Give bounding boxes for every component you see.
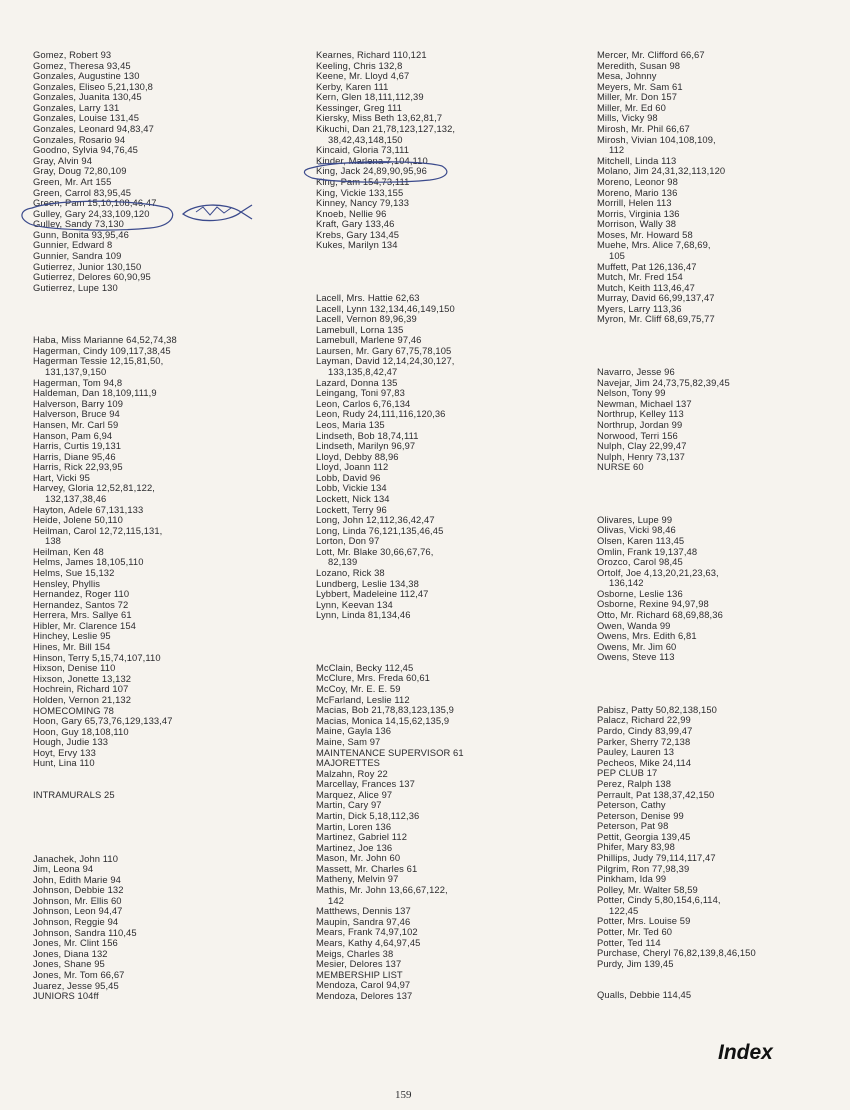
index-entry: John, Edith Marie 94 (33, 873, 121, 885)
index-entry: NURSE 60 (597, 461, 644, 473)
index-entry: Osborne, Rexine 94,97,98 (597, 598, 709, 610)
index-entry: Kikuchi, Dan 21,78,123,127,132, (316, 123, 456, 135)
index-entry: Olsen, Karen 113,45 (597, 534, 685, 546)
index-entry: Gray, Alvin 94 (33, 154, 93, 166)
index-entry: Mitchell, Linda 113 (597, 154, 677, 166)
index-entry: Polley, Mr. Walter 58,59 (597, 883, 698, 895)
index-entry: Lamebull, Lorna 135 (316, 323, 404, 335)
index-entry: Lockett, Terry 96 (316, 503, 387, 515)
index-entry: Hixson, Jonette 13,132 (33, 672, 132, 684)
index-column-2 (316, 50, 566, 1001)
index-entry: Gunn, Bonita 93,95,46 (33, 228, 129, 240)
index-entry: Maupin, Sandra 97,46 (316, 915, 411, 927)
index-entry: Mills, Vicky 98 (597, 112, 658, 124)
index-entry: Mirosh, Vivian 104,108,109, (597, 133, 716, 145)
index-entry: Hoon, Gary 65,73,76,129,133,47 (33, 715, 173, 727)
index-entry: Molano, Jim 24,31,32,113,120 (597, 165, 726, 177)
index-entry: Gonzales, Augustine 130 (33, 70, 140, 82)
index-group (597, 367, 847, 473)
index-entry-continuation: 105 (609, 249, 625, 261)
index-entry: Johnson, Reggie 94 (33, 916, 119, 928)
index-group (597, 515, 847, 663)
index-entry: Osborne, Leslie 136 (597, 587, 683, 599)
index-entry: Jones, Mr. Tom 66,67 (33, 968, 125, 980)
index-entry: Marquez, Alice 97 (316, 788, 393, 800)
index-entry: Hanson, Pam 6,94 (33, 429, 113, 441)
index-entry: Potter, Cindy 5,80,154,6,114, (597, 894, 721, 906)
index-entry: Lundberg, Leslie 134,38 (316, 577, 419, 589)
index-entry: Kukes, Marilyn 134 (316, 239, 398, 251)
index-entry: Maine, Sam 97 (316, 735, 381, 747)
index-entry-continuation: 131,137,9,150 (45, 366, 107, 378)
group-spacer (597, 325, 847, 367)
index-entry: Lamebull, Marlene 97,46 (316, 334, 422, 346)
index-entry: Harvey, Gloria 12,52,81,122, (33, 482, 155, 494)
index-entry: Lazard, Donna 135 (316, 376, 398, 388)
index-entry: Muehe, Mrs. Alice 7,68,69, (597, 239, 711, 251)
index-entry: Mason, Mr. John 60 (316, 852, 401, 864)
index-entry: Macias, Monica 14,15,62,135,9 (316, 714, 450, 726)
index-entry: Orozco, Carol 98,45 (597, 556, 683, 568)
index-entry: Gunnier, Edward 8 (33, 239, 113, 251)
index-entry: Pauley, Lauren 13 (597, 746, 675, 758)
index-entry: Morrill, Helen 113 (597, 197, 672, 209)
index-entry: Otto, Mr. Richard 68,69,88,36 (597, 609, 723, 621)
index-entry: Kraft, Gary 133,46 (316, 218, 395, 230)
index-entry: Miller, Mr. Ed 60 (597, 101, 666, 113)
index-entry: Gonzales, Rosario 94 (33, 133, 126, 145)
index-entry: Herrera, Mrs. Sallye 61 (33, 609, 132, 621)
index-entry: Gomez, Theresa 93,45 (33, 59, 131, 71)
index-entry: Mears, Kathy 4,64,97,45 (316, 936, 421, 948)
index-entry: McClure, Mrs. Freda 60,61 (316, 672, 430, 684)
index-entry: Harris, Rick 22,93,95 (33, 461, 123, 473)
index-entry: Lynn, Keevan 134 (316, 598, 393, 610)
index-entry: Nulph, Henry 73,137 (597, 450, 685, 462)
index-entry-continuation: 136,142 (609, 577, 644, 589)
index-entry: Purchase, Cheryl 76,82,139,8,46,150 (597, 947, 756, 959)
index-entry: MAJORETTES (316, 757, 381, 769)
index-entry: Phillips, Judy 79,114,117,47 (597, 852, 716, 863)
index-entry: Morrison, Wally 38 (597, 218, 677, 230)
index-entry: Perrault, Pat 138,37,42,150 (597, 788, 715, 800)
index-entry: Omlin, Frank 19,137,48 (597, 545, 698, 557)
index-entry: Harris, Diane 95,46 (33, 450, 116, 462)
index-entry: Myers, Larry 113,36 (597, 302, 682, 314)
index-entry: McCoy, Mr. E. E. 59 (316, 683, 401, 695)
index-entry: Mathis, Mr. John 13,66,67,122, (316, 884, 448, 896)
index-entry: Johnson, Mr. Ellis 60 (33, 894, 122, 906)
index-entry: Murray, David 66,99,137,47 (597, 292, 715, 304)
index-entry: Jones, Mr. Clint 156 (33, 937, 118, 949)
index-entry: Jones, Diana 132 (33, 947, 108, 959)
index-column-1 (33, 50, 283, 1002)
index-entry: Green, Mr. Art 155 (33, 175, 112, 187)
index-entry: Goodno, Sylvia 94,76,45 (33, 144, 138, 156)
index-entry: Parker, Sherry 72,138 (597, 735, 691, 747)
index-entry: Meyers, Mr. Sam 61 (597, 80, 683, 92)
index-entry: Haba, Miss Marianne 64,52,74,38 (33, 334, 177, 346)
index-entry: Macias, Bob 21,78,83,123,135,9 (316, 704, 454, 716)
index-entry: Martinez, Joe 136 (316, 841, 393, 853)
index-entry: Potter, Mrs. Louise 59 (597, 915, 691, 927)
index-entry: Holden, Vernon 21,132 (33, 693, 132, 705)
index-entry: Lybbert, Madeleine 112,47 (316, 588, 429, 600)
index-entry: Lindseth, Bob 18,74,111 (316, 429, 419, 441)
index-entry: McFarland, Leslie 112 (316, 693, 410, 705)
index-entry-continuation: 38,42,43,148,150 (328, 133, 403, 145)
index-entry: Hernandez, Santos 72 (33, 598, 129, 610)
index-entry: Martinez, Gabriel 112 (316, 831, 408, 843)
index-entry: Qualls, Debbie 114,45 (597, 989, 692, 1001)
index-entry: Lloyd, Joann 112 (316, 461, 389, 473)
index-entry-continuation: 138 (45, 535, 61, 547)
index-entry: Hagerman Tessie 12,15,81,50, (33, 355, 164, 367)
index-entry: Gonzales, Eliseo 5,21,130,8 (33, 80, 153, 92)
index-entry: Gulley, Sandy 73,130 (33, 218, 124, 230)
index-entry: Hart, Vicki 95 (33, 471, 90, 483)
index-entry: Nelson, Tony 99 (597, 387, 666, 399)
index-entry: Gunnier, Sandra 109 (33, 249, 122, 261)
index-entry: Matheny, Melvin 97 (316, 873, 399, 885)
index-entry: Haldeman, Dan 18,109,111,9 (33, 387, 157, 399)
index-entry: Heide, Jolene 50,110 (33, 514, 123, 526)
index-group (316, 50, 566, 251)
group-spacer (597, 969, 847, 990)
index-entry: Hernandez, Roger 110 (33, 588, 130, 600)
index-entry: Pabisz, Patty 50,82,138,150 (597, 703, 717, 715)
index-entry: Nulph, Clay 22,99,47 (597, 440, 687, 452)
index-group (33, 790, 283, 801)
index-entry: Olivares, Lupe 99 (597, 513, 673, 525)
index-entry-continuation: 132,137,38,46 (45, 492, 107, 504)
index-entry: Leon, Rudy 24,111,116,120,36 (316, 408, 446, 420)
index-entry: Janachek, John 110 (33, 852, 119, 864)
index-entry: Mesa, Johnny (597, 70, 657, 82)
index-entry: Jim, Leona 94 (33, 863, 94, 875)
index-entry: Keeling, Chris 132,8 (316, 59, 403, 71)
index-group (33, 335, 283, 769)
index-entry: Gutierrez, Junior 130,150 (33, 260, 142, 272)
index-entry: Hansen, Mr. Carl 59 (33, 418, 119, 430)
index-entry: Martin, Dick 5,18,112,36 (316, 810, 420, 821)
index-entry: MEMBERSHIP LIST (316, 968, 403, 980)
index-entry: Hinson, Terry 5,15,74,107,110 (33, 651, 161, 663)
index-entry: Navejar, Jim 24,73,75,82,39,45 (597, 376, 730, 388)
index-entry: Mendoza, Carol 94,97 (316, 979, 411, 991)
index-entry: Marcellay, Frances 137 (316, 778, 415, 790)
index-group (597, 705, 847, 969)
index-entry: Martin, Cary 97 (316, 799, 382, 811)
index-entry: Gutierrez, Delores 60,90,95 (33, 271, 151, 283)
index-entry: Long, Linda 76,121,135,46,45 (316, 524, 444, 536)
index-entry: King, Pam 154,73,111 (316, 175, 410, 187)
index-entry: Gonzales, Louise 131,45 (33, 112, 140, 124)
index-entry: Gutierrez, Lupe 130 (33, 281, 118, 293)
group-spacer (33, 293, 283, 335)
index-entry: Halverson, Barry 109 (33, 397, 124, 409)
index-entry: Jones, Shane 95 (33, 958, 105, 970)
index-entry: Morris, Virginia 136 (597, 207, 680, 219)
index-entry: Myron, Mr. Cliff 68,69,75,77 (597, 313, 715, 325)
index-entry-continuation: 142 (328, 894, 344, 906)
index-entry: Kincaid, Gloria 73,111 (316, 144, 410, 156)
group-spacer (33, 769, 283, 790)
index-entry: Maine, Gayla 136 (316, 725, 392, 737)
index-entry: Hochrein, Richard 107 (33, 683, 129, 695)
index-entry: Lobb, David 96 (316, 471, 381, 483)
index-entry: Helms, James 18,105,110 (33, 556, 144, 568)
index-entry: MAINTENANCE SUPERVISOR 61 (316, 746, 464, 758)
index-entry: Hoon, Guy 18,108,110 (33, 725, 129, 737)
index-entry: Peterson, Denise 99 (597, 809, 684, 821)
index-group (316, 663, 566, 1002)
index-entry: Navarro, Jesse 96 (597, 366, 675, 378)
index-entry: Lott, Mr. Blake 30,66,67,76, (316, 545, 434, 557)
index-entry: Mutch, Keith 113,46,47 (597, 281, 695, 293)
index-entry: Hoyt, Ervy 133 (33, 746, 96, 758)
index-entry: Olivas, Vicki 98,46 (597, 524, 676, 536)
index-entry: Lindseth, Marilyn 96,97 (316, 440, 416, 452)
group-spacer (33, 801, 283, 854)
index-entry: Kinney, Nancy 79,133 (316, 197, 410, 209)
index-group (597, 50, 847, 325)
index-entry: Pecheos, Mike 24,114 (597, 756, 692, 768)
index-entry-continuation: 112 (609, 144, 625, 156)
index-group (33, 50, 283, 293)
index-entry: Purdy, Jim 139,45 (597, 957, 674, 969)
index-entry: Pardo, Cindy 83,99,47 (597, 725, 693, 737)
index-entry: Mirosh, Mr. Phil 66,67 (597, 123, 690, 135)
index-entry: Pettit, Georgia 139,45 (597, 830, 691, 842)
index-entry: Lacell, Lynn 132,134,46,149,150 (316, 302, 455, 314)
index-entry: Lloyd, Debby 88,96 (316, 450, 399, 462)
index-entry: Meredith, Susan 98 (597, 59, 681, 71)
index-entry: Lobb, Vickie 134 (316, 482, 387, 494)
index-entry: Gray, Doug 72,80,109 (33, 165, 127, 177)
index-entry: Owens, Mrs. Edith 6,81 (597, 630, 697, 642)
index-entry: Mendoza, Delores 137 (316, 989, 413, 1001)
index-entry: Mesier, Delores 137 (316, 958, 402, 970)
index-entry: Johnson, Leon 94,47 (33, 905, 123, 917)
index-entry: Heilman, Carol 12,72,115,131, (33, 524, 163, 536)
index-entry: INTRAMURALS 25 (33, 789, 115, 800)
index-entry: Gonzales, Leonard 94,83,47 (33, 123, 154, 135)
index-entry: Massett, Mr. Charles 61 (316, 862, 418, 874)
index-entry: Gonzales, Juanita 130,45 (33, 91, 142, 103)
index-entry: JUNIORS 104ff (33, 990, 99, 1002)
index-entry: Owen, Wanda 99 (597, 619, 671, 631)
index-entry: Moreno, Leonor 98 (597, 175, 678, 187)
index-entry: Hibler, Mr. Clarence 154 (33, 619, 136, 631)
index-entry: Lynn, Linda 81,134,46 (316, 609, 411, 621)
index-entry: Ortolf, Joe 4,13,20,21,23,63, (597, 566, 719, 578)
index-entry: Palacz, Richard 22,99 (597, 714, 691, 726)
index-entry: Hixson, Denise 110 (33, 662, 116, 674)
index-entry: Long, John 12,112,36,42,47 (316, 514, 435, 526)
index-entry: Lockett, Nick 134 (316, 492, 390, 504)
index-entry: Norwood, Terri 156 (597, 429, 678, 441)
index-entry: Matthews, Dennis 137 (316, 905, 411, 917)
index-entry: Potter, Mr. Ted 60 (597, 926, 673, 938)
index-entry: Lacell, Vernon 89,96,39 (316, 313, 417, 325)
index-entry: Halverson, Bruce 94 (33, 408, 120, 420)
index-entry: Kern, Glen 18,111,112,39 (316, 91, 424, 103)
index-entry: Perez, Ralph 138 (597, 777, 672, 789)
index-entry: Malzahn, Roy 22 (316, 767, 388, 779)
group-spacer (597, 473, 847, 515)
index-entry-continuation: 133,135,8,42,47 (328, 366, 398, 378)
index-entry: Mutch, Mr. Fred 154 (597, 271, 683, 283)
index-entry: Meigs, Charles 38 (316, 947, 394, 959)
index-entry: Hinchey, Leslie 95 (33, 630, 111, 642)
index-entry: Hayton, Adele 67,131,133 (33, 503, 144, 515)
index-entry: Harris, Curtis 19,131 (33, 440, 122, 452)
index-entry: HOMECOMING 78 (33, 704, 114, 716)
index-entry: Potter, Ted 114 (597, 936, 661, 948)
index-entry: Johnson, Debbie 132 (33, 884, 124, 896)
index-entry: Kessinger, Greg 111 (316, 101, 402, 113)
index-entry: Peterson, Cathy (597, 799, 666, 811)
index-entry: Moreno, Mario 136 (597, 186, 678, 198)
index-entry: Mercer, Mr. Clifford 66,67 (597, 49, 705, 60)
index-entry: Phifer, Mary 83,98 (597, 841, 675, 853)
index-entry: Gulley, Gary 24,33,109,120 (33, 207, 150, 219)
index-entry-continuation: 122,45 (609, 904, 639, 916)
index-entry: McClain, Becky 112,45 (316, 661, 414, 673)
index-entry: Hunt, Lina 110 (33, 757, 95, 769)
index-entry: Lacell, Mrs. Hattie 62,63 (316, 291, 420, 303)
index-entry: King, Vickie 133,155 (316, 186, 404, 198)
group-spacer (597, 663, 847, 705)
index-entry: Hough, Judie 133 (33, 736, 109, 748)
index-entry: Kiersky, Miss Beth 13,62,81,7 (316, 112, 443, 124)
index-entry: Laursen, Mr. Gary 67,75,78,105 (316, 344, 452, 356)
index-entry: Moses, Mr. Howard 58 (597, 228, 693, 240)
index-entry: Knoeb, Nellie 96 (316, 207, 387, 219)
index-entry: Pinkham, Ida 99 (597, 873, 667, 885)
index-entry: Owens, Steve 113 (597, 651, 675, 663)
group-spacer (316, 621, 566, 663)
index-entry: Leos, Maria 135 (316, 418, 385, 430)
index-entry: Gonzales, Larry 131 (33, 101, 120, 113)
index-entry: Muffett, Pat 126,136,47 (597, 260, 697, 272)
index-entry: Green, Carrol 83,95,45 (33, 186, 132, 198)
index-entry: Newman, Michael 137 (597, 397, 692, 409)
index-entry: Kinder, Marlena 7,104,110 (316, 154, 428, 166)
index-group (33, 854, 283, 1002)
index-entry: Heilman, Ken 48 (33, 545, 104, 557)
index-entry: Layman, David 12,14,24,30,127, (316, 355, 455, 367)
index-entry: Martin, Loren 136 (316, 820, 392, 832)
index-entry: Peterson, Pat 98 (597, 820, 669, 832)
index-entry-continuation: 82,139 (328, 556, 358, 568)
index-entry: PEP CLUB 17 (597, 767, 658, 779)
index-entry: Lozano, Rick 38 (316, 567, 385, 579)
index-entry: Green, Pam 15,10,108,46,47 (33, 197, 157, 209)
index-entry: Juarez, Jesse 95,45 (33, 979, 119, 991)
index-entry: Mears, Frank 74,97,102 (316, 926, 418, 938)
index-entry: Krebs, Gary 134,45 (316, 228, 400, 240)
page-number: 159 (395, 1089, 412, 1101)
index-entry: Owens, Mr. Jim 60 (597, 640, 677, 652)
index-entry: Hagerman, Tom 94,8 (33, 376, 123, 388)
section-title: Index (718, 1041, 773, 1064)
index-entry: Hensley, Phyllis (33, 577, 101, 589)
index-entry: Leingang, Toni 97,83 (316, 387, 405, 399)
index-entry: Hines, Mr. Bill 154 (33, 641, 111, 653)
index-entry: Hagerman, Cindy 109,117,38,45 (33, 344, 171, 356)
index-entry: Northrup, Jordan 99 (597, 418, 683, 430)
index-column-3 (597, 50, 847, 1001)
index-group (316, 293, 566, 621)
index-entry: King, Jack 24,89,90,95,96 (316, 165, 427, 177)
index-entry: Lorton, Don 97 (316, 535, 380, 547)
index-entry: Helms, Sue 15,132 (33, 567, 115, 579)
index-entry: Northrup, Kelley 113 (597, 408, 684, 420)
index-entry: Gomez, Robert 93 (33, 49, 112, 60)
index-entry: Miller, Mr. Don 157 (597, 91, 678, 103)
index-entry: Pilgrim, Ron 77,98,39 (597, 862, 690, 874)
index-entry: Johnson, Sandra 110,45 (33, 926, 137, 938)
index-entry: Kearnes, Richard 110,121 (316, 49, 427, 60)
index-entry: Kerby, Karen 111 (316, 80, 389, 92)
index-entry: Leon, Carlos 6,76,134 (316, 397, 411, 409)
group-spacer (316, 251, 566, 293)
index-group (597, 990, 847, 1001)
index-entry: Keene, Mr. Lloyd 4,67 (316, 70, 410, 82)
